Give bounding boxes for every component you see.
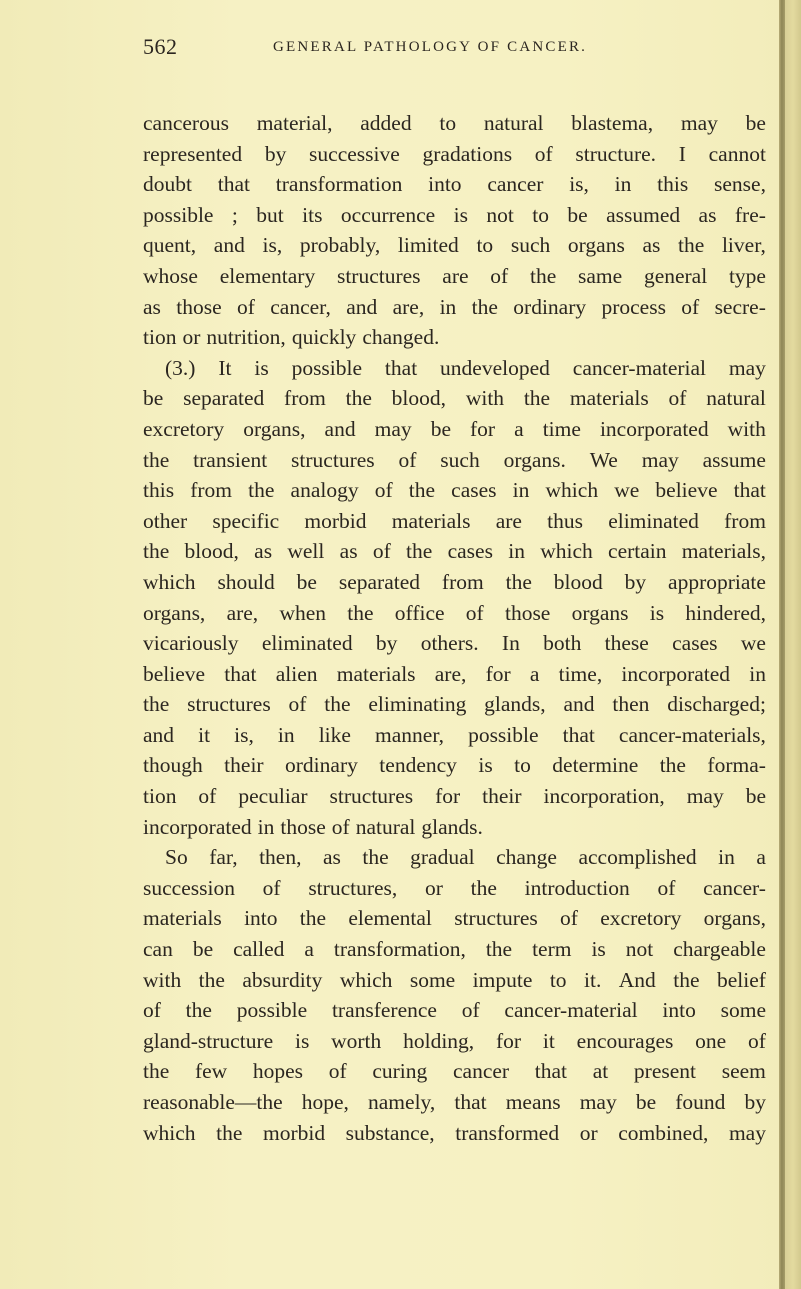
- text-line: the blood, as well as of the cases in which certain materials,: [143, 539, 766, 564]
- text-line: this from the analogy of the cases in which we believe that: [143, 478, 766, 503]
- body-text: [143, 108, 766, 1148]
- text-line: other specific morbid materials are thus eliminated from: [143, 508, 766, 533]
- text-line: represented by successive gradations of structure. I cannot: [143, 141, 766, 166]
- text-line: excretory organs, and may be for a time incorporated with: [143, 416, 766, 441]
- text-line: (3.) It is possible that undeveloped cancer-material may: [165, 355, 766, 380]
- text-line: though their ordinary tendency is to determine the forma-: [143, 753, 766, 778]
- text-line: believe that alien materials are, for a time, incorporated in: [143, 661, 766, 686]
- text-line: whose elementary structures are of the same general type: [143, 263, 766, 288]
- text-line: possible ; but its occurrence is not to be assumed as fre-: [143, 202, 766, 227]
- text-line: tion of peculiar structures for their incorporation, may be: [143, 784, 766, 809]
- text-line: reasonable—the hope, namely, that means may be found by: [143, 1090, 766, 1114]
- text-line: doubt that transformation into cancer is, in this sense,: [143, 172, 766, 197]
- text-line: the transient structures of such organs. We may assume: [143, 447, 766, 472]
- text-line: can be called a transformation, the term is not chargeable: [143, 937, 766, 962]
- text-line: which should be separated from the blood by appropriate: [143, 569, 766, 594]
- text-line: materials into the elemental structures of excretory organs,: [143, 906, 766, 931]
- text-line: succession of structures, or the introduction of cancer-: [143, 875, 766, 900]
- text-line: of the possible transference of cancer-material into some: [143, 998, 766, 1023]
- text-line: quent, and is, probably, limited to such organs as the liver,: [143, 233, 766, 258]
- text-line: incorporated in those of natural glands.: [143, 814, 483, 839]
- text-line: So far, then, as the gradual change accomplished in a: [165, 845, 766, 870]
- text-line: be separated from the blood, with the materials of natural: [143, 386, 766, 411]
- text-line: vicariously eliminated by others. In both these cases we: [143, 631, 766, 656]
- text-line: with the absurdity which some impute to it. And the belief: [143, 967, 766, 992]
- text-line: and it is, in like manner, possible that cancer-materials,: [143, 722, 766, 747]
- text-line: which the morbid substance, transformed or combined, may: [143, 1120, 766, 1145]
- text-line: cancerous material, added to natural blastema, may be: [143, 111, 766, 135]
- text-line: gland-structure is worth holding, for it encourages one of: [143, 1028, 766, 1053]
- text-line: as those of cancer, and are, in the ordinary process of secre-: [143, 294, 766, 319]
- page-number: 562: [143, 34, 178, 59]
- text-line: organs, are, when the office of those organs is hindered,: [143, 600, 766, 625]
- page-binding-strip: [785, 0, 801, 1289]
- text-line: the few hopes of curing cancer that at present seem: [143, 1059, 766, 1084]
- text-line: the structures of the eliminating glands, and then discharged;: [143, 692, 766, 717]
- page-header: [143, 34, 773, 64]
- running-head: GENERAL PATHOLOGY OF CANCER.: [273, 39, 588, 55]
- text-line: tion or nutrition, quickly changed.: [143, 325, 440, 350]
